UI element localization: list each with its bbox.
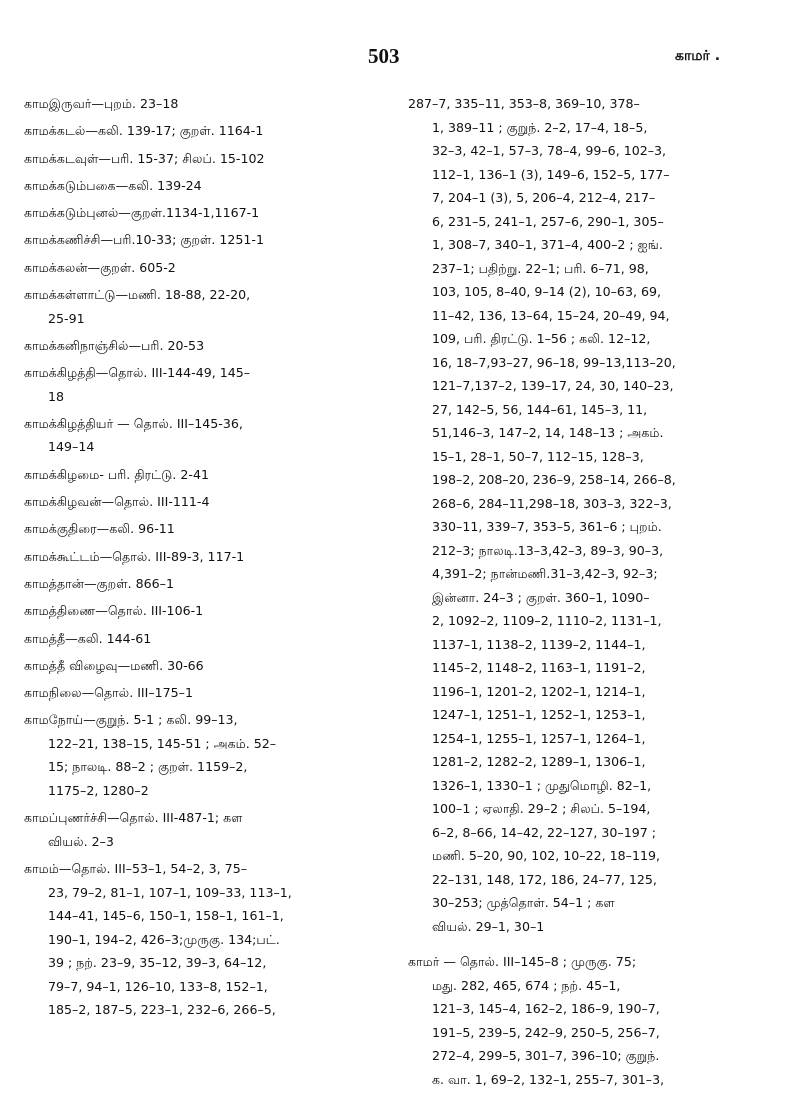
index-entry — [24, 599, 404, 623]
index-entry — [24, 361, 404, 408]
index-entry — [408, 92, 788, 938]
entry-continuation-line: 237–1; பதிற்று. 22–1; பரி. 6–71, 98, — [432, 260, 649, 276]
entry-continuation-line: 1, 389–11 ; குறுந். 2–2, 17–4, 18–5, — [432, 119, 648, 135]
index-entry — [408, 950, 788, 1091]
entry-continuation-line: 18 — [48, 388, 65, 404]
index-entry — [24, 708, 404, 802]
index-entry — [24, 517, 404, 541]
entry-gap — [408, 938, 788, 950]
entry-continuation-line: 15; நாலடி. 88–2 ; குறள். 1159–2, — [48, 759, 248, 775]
entry-headword-line: காமக்கலன்—குறள். 605-2 — [24, 259, 176, 275]
entry-headword-line: காமக்கனிநாஞ்சில்—பரி. 20-53 — [24, 337, 205, 353]
entry-headword-line: காமக்கிழத்தி—தொல். III-144-49, 145– — [24, 365, 251, 381]
index-entry — [24, 334, 404, 358]
entry-headword-line: காமம்—தொல். III–53–1, 54–2, 3, 75– — [24, 861, 248, 877]
entry-continuation-line: 1137–1, 1138–2, 1139–2, 1144–1, — [432, 636, 646, 652]
entry-continuation-line: 191–5, 239–5, 242–9, 250–5, 256–7, — [432, 1024, 660, 1040]
entry-headword-line: காமக்கடல்—கலி. 139-17; குறள். 1164-1 — [24, 123, 264, 139]
entry-continuation-line: 268–6, 284–11,298–18, 303–3, 322–3, — [432, 495, 672, 511]
page-header — [0, 44, 800, 74]
entry-continuation-line: 112–1, 136–1 (3), 149–6, 152–5, 177– — [432, 166, 670, 182]
entry-continuation-line: 1281–2, 1282–2, 1289–1, 1306–1, — [432, 754, 646, 769]
entry-continuation-line: 121–7,137–2, 139–17, 24, 30, 140–23, — [432, 378, 674, 393]
entry-continuation-line: மது. 282, 465, 674 ; நற். 45–1, — [432, 977, 621, 993]
running-head: காமர் . — [675, 48, 721, 64]
entry-continuation-line: 1, 308–7, 340–1, 371–4, 400–2 ; ஐங். — [432, 237, 663, 252]
index-entry — [24, 463, 404, 487]
entry-continuation-line: 1326–1, 1330–1 ; முதுமொழி. 82–1, — [432, 777, 652, 793]
page-number: 503 — [368, 44, 400, 68]
entry-headword-line: காமக்கணிச்சி—பரி.10-33; குறள். 1251-1 — [24, 232, 264, 248]
entry-continuation-line: 7, 204–1 (3), 5, 206–4, 212–4, 217– — [432, 190, 656, 205]
entry-continuation-line: 272–4, 299–5, 301–7, 396–10; குறுந். — [432, 1048, 660, 1063]
entry-continuation-line: 100–1 ; ஏலாதி. 29–2 ; சிலப். 5–194, — [432, 801, 651, 816]
index-entry — [24, 572, 404, 596]
entry-headword-line: காமக்கூட்டம்—தொல். III-89-3, 117-1 — [24, 548, 245, 564]
entry-continuation-line: 1254–1, 1255–1, 1257–1, 1264–1, — [432, 730, 646, 746]
entry-continuation-line: 39 ; நற். 23–9, 35–12, 39–3, 64–12, — [48, 955, 267, 971]
entry-continuation-line: 6–2, 8–66, 14–42, 22–127, 30–197 ; — [432, 824, 656, 840]
entry-continuation-line: 79–7, 94–1, 126–10, 133–8, 152–1, — [48, 978, 268, 994]
entry-continuation-line: 6, 231–5, 241–1, 257–6, 290–1, 305– — [432, 213, 664, 229]
index-entry — [24, 92, 404, 116]
index-entry — [24, 627, 404, 651]
entry-headword-line: 287–7, 335–11, 353–8, 369–10, 378– — [408, 96, 640, 111]
index-entry — [24, 806, 404, 853]
entry-continuation-line: வியல். 29–1, 30–1 — [432, 918, 545, 934]
entry-headword-line: காமநோய்—குறுந். 5-1 ; கலி. 99–13, — [24, 712, 238, 728]
entry-continuation-line: 198–2, 208–20, 236–9, 258–14, 266–8, — [432, 472, 676, 487]
entry-continuation-line: 1196–1, 1201–2, 1202–1, 1214–1, — [432, 683, 646, 699]
entry-headword-line: காமக்கடும்புனல்—குறள்.1134-1,1167-1 — [24, 205, 260, 221]
entry-headword-line: காமத்தீ—கலி. 144-61 — [24, 630, 152, 646]
entry-headword-line: காமஇருவர்—புறம். 23–18 — [24, 96, 179, 111]
entry-continuation-line: 190–1, 194–2, 426–3;முருகு. 134;பட். — [48, 931, 280, 947]
entry-headword-line: காமக்குதிரை—கலி. 96-11 — [24, 521, 175, 537]
entry-continuation-line: 109, பரி. திரட்டு. 1–56 ; கலி. 12–12, — [432, 331, 651, 346]
entry-headword-line: காமக்கிழமை- பரி. திரட்டு. 2-41 — [24, 466, 209, 482]
entry-headword-line: காமப்புணர்ச்சி—தொல். III-487-1; கள — [24, 810, 243, 826]
entry-headword-line: காமர் — தொல். III–145–8 ; முருகு. 75; — [408, 954, 637, 969]
entry-continuation-line: 1247–1, 1251–1, 1252–1, 1253–1, — [432, 707, 646, 722]
entry-continuation-line: மணி. 5–20, 90, 102, 10–22, 18–119, — [432, 848, 661, 863]
entry-headword-line: காமக்கள்ளாட்டு—மணி. 18-88, 22-20, — [24, 287, 251, 303]
entry-continuation-line: 23, 79–2, 81–1, 107–1, 109–33, 113–1, — [48, 884, 292, 900]
entry-continuation-line: 22–131, 148, 172, 186, 24–77, 125, — [432, 871, 657, 887]
entry-continuation-line: 16, 18–7,93–27, 96–18, 99–13,113–20, — [432, 354, 676, 370]
entry-continuation-line: 144–41, 145–6, 150–1, 158–1, 161–1, — [48, 908, 284, 924]
entry-continuation-line: வியல். 2–3 — [48, 833, 114, 849]
entry-continuation-line: 15–1, 28–1, 50–7, 112–15, 128–3, — [432, 448, 644, 464]
entry-continuation-line: 11–42, 136, 13–64, 15–24, 20–49, 94, — [432, 307, 670, 323]
entry-continuation-line: 2, 1092–2, 1109–2, 1110–2, 1131–1, — [432, 613, 662, 628]
entry-continuation-line: 103, 105, 8–40, 9–14 (2), 10–63, 69, — [432, 284, 661, 299]
index-entry — [24, 228, 404, 252]
entry-continuation-line: க. வா. 1, 69–2, 132–1, 255–7, 301–3, — [432, 1071, 665, 1087]
entry-headword-line: காமநிலை—தொல். III–175–1 — [24, 685, 193, 701]
entry-headword-line: காமத்திணை—தொல். III-106-1 — [24, 603, 204, 619]
entry-continuation-line: இன்னா. 24–3 ; குறள். 360–1, 1090– — [432, 589, 650, 605]
index-entry — [24, 283, 404, 330]
entry-continuation-line: 1175–2, 1280–2 — [48, 782, 149, 798]
index-entry — [24, 490, 404, 514]
entry-continuation-line: 25-91 — [48, 310, 85, 326]
entry-headword-line: காமக்கடும்பகை—கலி. 139-24 — [24, 177, 202, 193]
entry-continuation-line: 149–14 — [48, 439, 95, 455]
index-entry — [24, 147, 404, 171]
index-entry — [24, 412, 404, 459]
entry-headword-line: காமத்தான்—குறள். 866–1 — [24, 575, 174, 591]
entry-continuation-line: 51,146–3, 147–2, 14, 148–13 ; அகம். — [432, 425, 664, 440]
entry-continuation-line: 212–3; நாலடி.13–3,42–3, 89–3, 90–3, — [432, 542, 664, 558]
index-entry — [24, 256, 404, 280]
entry-headword-line: காமக்கடவுள்—பரி. 15-37; சிலப். 15-102 — [24, 150, 265, 166]
entry-continuation-line: 30–253; முத்தொள். 54–1 ; கள — [432, 895, 615, 910]
left-column — [24, 92, 404, 1025]
entry-continuation-line: 121–3, 145–4, 162–2, 186–9, 190–7, — [432, 1001, 660, 1016]
index-entry — [24, 201, 404, 225]
index-entry — [24, 857, 404, 1022]
entry-continuation-line: 1145–2, 1148–2, 1163–1, 1191–2, — [432, 660, 646, 675]
index-entry — [24, 545, 404, 569]
right-column — [408, 92, 788, 1091]
entry-continuation-line: 4,391–2; நான்மணி.31–3,42–3, 92–3; — [432, 566, 658, 581]
index-entry — [24, 119, 404, 143]
entry-continuation-line: 122–21, 138–15, 145-51 ; அகம். 52– — [48, 735, 277, 751]
index-entry — [24, 681, 404, 705]
entry-headword-line: காமக்கிழத்தியர் — தொல். III–145-36, — [24, 415, 243, 431]
entry-headword-line: காமக்கிழவன்—தொல். III-111-4 — [24, 494, 210, 510]
index-entry — [24, 654, 404, 678]
entry-continuation-line: 185–2, 187–5, 223–1, 232–6, 266–5, — [48, 1002, 276, 1018]
entry-continuation-line: 32–3, 42–1, 57–3, 78–4, 99–6, 102–3, — [432, 143, 667, 158]
entry-continuation-line: 27, 142–5, 56, 144–61, 145–3, 11, — [432, 401, 648, 417]
index-entry — [24, 174, 404, 198]
entry-continuation-line: 330–11, 339–7, 353–5, 361–6 ; புறம். — [432, 519, 662, 534]
entry-headword-line: காமத்தீ விழைவு—மணி. 30-66 — [24, 657, 204, 673]
